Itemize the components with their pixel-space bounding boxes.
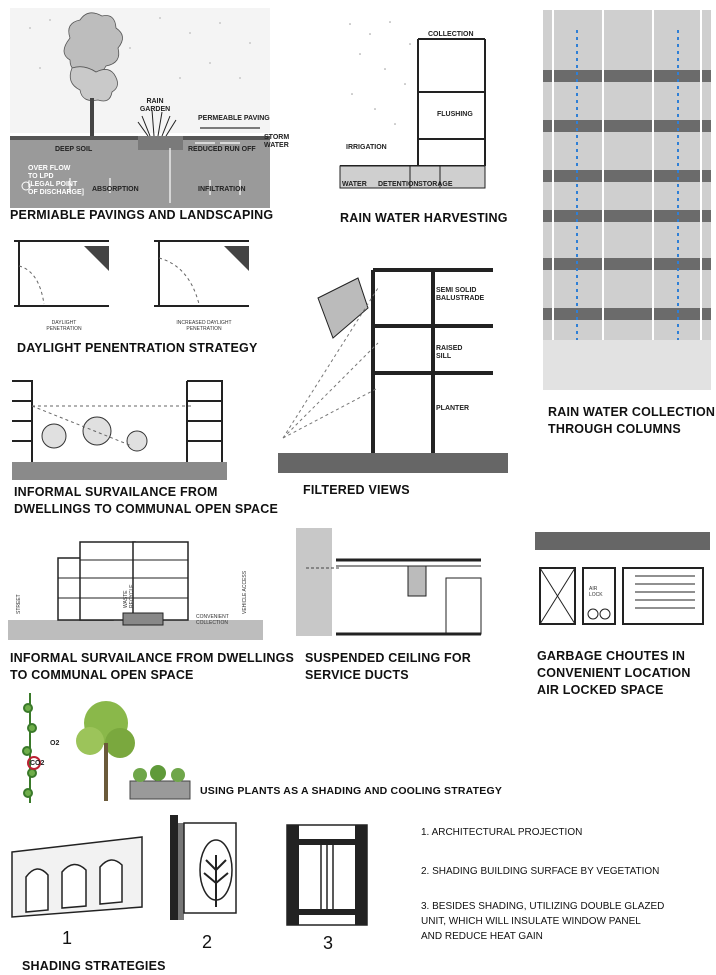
suspended-ceiling-diagram	[296, 528, 486, 636]
detention-label: DETENTION	[378, 181, 419, 188]
co2-label: CO2	[30, 760, 45, 767]
svg-text:AIRLOCK	[589, 586, 603, 598]
planter-box-icon	[130, 765, 190, 799]
plants-shading-illustration	[18, 693, 198, 808]
svg-text:RAISEDSILL	[436, 345, 462, 360]
street-label: STREET	[16, 594, 22, 614]
caption-filtered: FILTERED VIEWS	[303, 483, 410, 497]
surveillance-diagram-1	[12, 376, 227, 481]
flushing-label: FLUSHING	[437, 111, 473, 118]
shading-number-3: 3	[323, 933, 334, 953]
permeable-paving-label: PERMEABLE PAVING	[198, 115, 270, 122]
daylight-left-label: DAYLIGHT PENETRATION	[46, 320, 82, 332]
shading-note-2: 2. SHADING BUILDING SURFACE BY VEGETATION	[421, 866, 660, 877]
vehicle-access-label: VEHICLE ACCESS	[242, 570, 248, 614]
shading-number-2: 2	[202, 932, 213, 952]
svg-text:SEMI SOLIDBALUSTRADE	[436, 287, 485, 302]
rain-garden-label: RAIN GARDEN	[139, 98, 171, 114]
daylight-right-label: INCREASED DAYLIGHT PENETRATION	[176, 320, 232, 332]
tree-icon	[204, 855, 228, 907]
shading-vegetation-illustration	[170, 815, 240, 920]
balustrade-label: SEMI SOLID BALUSTRADE	[436, 287, 485, 303]
storage-label: STORAGE	[418, 181, 453, 188]
waste-recycle-label: WASTERECYCLE	[123, 584, 135, 608]
air-lock-label: AIR LOCK	[589, 586, 603, 598]
filtered-views-diagram	[278, 258, 508, 473]
svg-text:CONVENIENTCOLLECTION	[196, 614, 229, 626]
caption-permeable: PERMIABLE PAVINGS AND LANDSCAPING	[10, 208, 274, 222]
caption-plants: USING PLANTS AS A SHADING AND COOLING STRATEGY	[200, 785, 503, 797]
caption-shading: SHADING STRATEGIES	[22, 959, 166, 973]
daylight-penetration-diagram	[14, 236, 254, 336]
surveillance-diagram-2	[8, 538, 268, 643]
absorption-label: ABSORPTION	[92, 186, 139, 193]
tree-icon	[42, 417, 147, 451]
rainwater-harvesting-diagram	[340, 14, 500, 194]
rainwater-columns-illustration	[543, 10, 711, 390]
overflow-label: OVER FLOW TO LPD [LEGAL POINT OF DISCHARGE]	[28, 165, 84, 197]
shading-arches-illustration	[12, 832, 147, 922]
reduced-runoff-label: REDUCED RUN OFF	[188, 146, 256, 153]
shading-note-3: 3. BESIDES SHADING, UTILIZING DOUBLE GLAZED UNIT, WHICH WILL INSULATE WINDOW PANEL AND REDUCE HEAT GAIN	[421, 901, 665, 942]
tree-icon	[76, 701, 135, 801]
water-label: WATER	[342, 181, 367, 188]
caption-rainwater: RAIN WATER HARVESTING	[340, 211, 508, 225]
climber-plant-icon	[23, 693, 36, 803]
shading-note-1: 1. ARCHITECTURAL PROJECTION	[421, 827, 583, 838]
garbage-chute-diagram	[535, 532, 710, 632]
permeable-paving-diagram	[10, 8, 290, 208]
shading-double-glazed-illustration	[287, 825, 367, 930]
caption-garbage: GARBAGE CHOUTES IN CONVENIENT LOCATION AIR LOCKED SPACE	[537, 649, 691, 697]
irrigation-label: IRRIGATION	[346, 144, 387, 151]
caption-surveillance-1: INFORMAL SURVAILANCE FROM DWELLINGS TO COMMUNAL OPEN SPACE	[14, 485, 279, 516]
planter-label: PLANTER	[436, 405, 470, 412]
svg-text:DAYLIGHTPENETRATION	[46, 320, 82, 332]
svg-text:INCREASED DAYLIGHTPENETRATION	[176, 320, 231, 332]
o2-label: O2	[50, 740, 60, 747]
sill-label: RAISED SILL	[436, 345, 463, 361]
collection-label: COLLECTION	[428, 31, 474, 38]
caption-columns: RAIN WATER COLLECTION THROUGH COLUMNS	[548, 405, 716, 436]
caption-surveillance-2: INFORMAL SURVAILANCE FROM DWELLINGS TO COMMUNAL OPEN SPACE	[10, 651, 295, 682]
convenient-collection-label: CONVENIENT COLLECTION	[196, 614, 229, 626]
shading-number-1: 1	[62, 928, 73, 948]
caption-ceiling: SUSPENDED CEILING FOR SERVICE DUCTS	[305, 651, 472, 682]
deep-soil-label: DEEP SOIL	[55, 146, 93, 153]
caption-daylight: DAYLIGHT PENENTRATION STRATEGY	[17, 341, 258, 355]
storm-water-label: STORM WATER	[264, 134, 290, 150]
infiltration-label: INFILTRATION	[198, 186, 246, 193]
